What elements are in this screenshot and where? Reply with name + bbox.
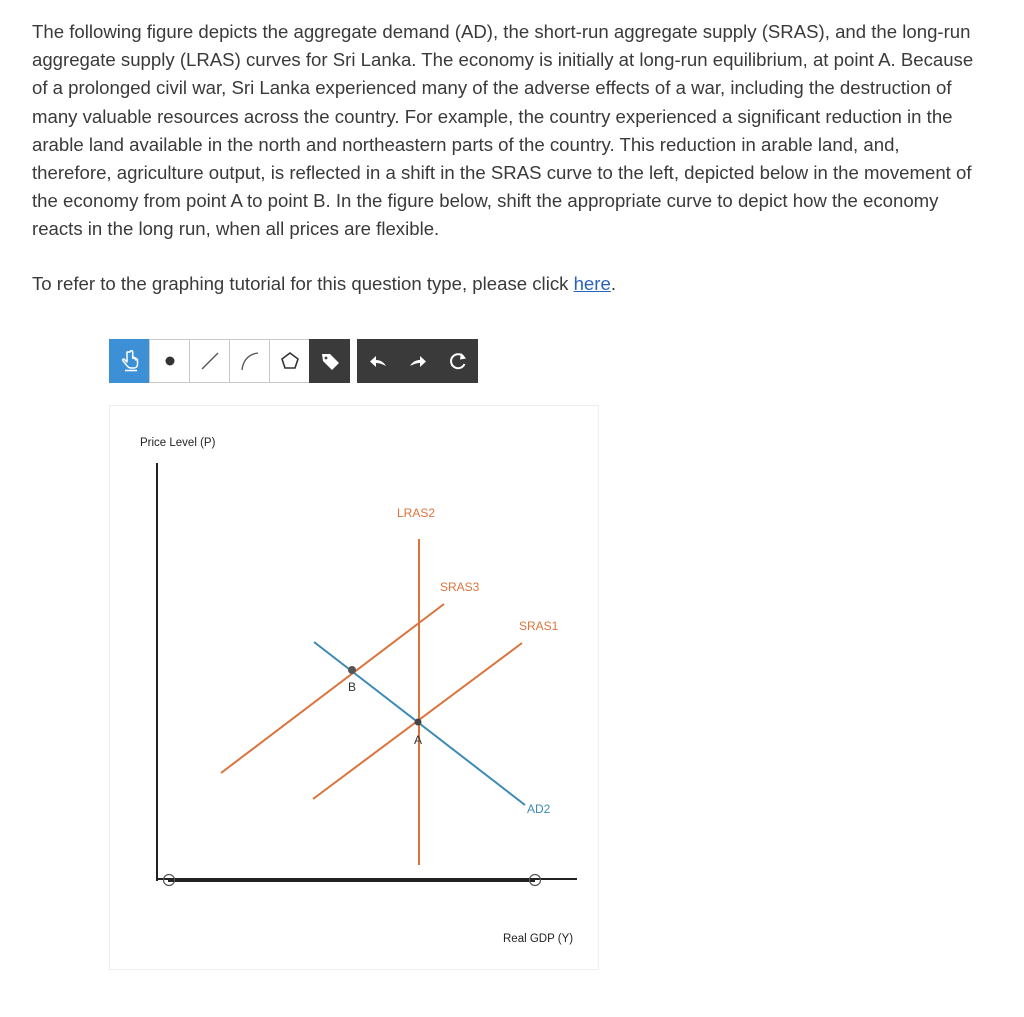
sras3-label: SRAS3 (440, 580, 480, 594)
reset-button[interactable] (437, 339, 478, 383)
x-axis-label: Real GDP (Y) (503, 933, 574, 945)
graph-area[interactable] (109, 405, 599, 970)
refresh-icon (447, 350, 469, 372)
sras1-label: SRAS1 (519, 619, 559, 633)
tag-icon (319, 350, 341, 372)
point-b-label: B (348, 680, 357, 694)
undo-arrow-icon (367, 350, 389, 372)
point-b-marker[interactable] (348, 666, 356, 674)
curve-icon (239, 350, 261, 372)
tutorial-line (32, 270, 616, 298)
line-icon (199, 350, 221, 372)
undo-button[interactable] (357, 339, 398, 383)
label-tool-button[interactable] (309, 339, 350, 383)
redo-button[interactable] (397, 339, 438, 383)
graph-svg[interactable] (110, 406, 600, 971)
tutorial-link[interactable]: here (573, 273, 611, 294)
point-tool-button[interactable] (149, 339, 190, 383)
tutorial-prefix: To refer to the graphing tutorial for this question type, please click (32, 273, 574, 294)
tutorial-suffix: . (610, 273, 616, 294)
ad2-label: AD2 (527, 802, 551, 816)
dot-icon (160, 351, 180, 371)
pentagon-icon (279, 350, 301, 372)
line-tool-button[interactable] (189, 339, 230, 383)
polygon-tool-button[interactable] (269, 339, 310, 383)
question-text (32, 18, 982, 244)
sras3-curve[interactable] (221, 604, 444, 773)
y-axis-label: Price Level (P) (140, 437, 216, 449)
point-a-marker[interactable] (415, 719, 422, 726)
lras2-label: LRAS2 (397, 506, 436, 520)
pointer-tool-button[interactable] (109, 339, 150, 383)
redo-arrow-icon (407, 350, 429, 372)
point-a-label: A (414, 733, 423, 747)
graph-toolbar (109, 339, 477, 383)
question-paragraph: The following figure depicts the aggregate demand (AD), the short-run aggregate supply (SRAS), and the long-run aggregate supply (LRAS) curves for Sri Lanka. The economy is initially at long-run equilibrium, at point A. Because of a prolonged civil war, Sri Lanka experienced many of the adverse effects of a war, including the destruction of many valuable resources across the country. For example, the country experienced a significant reduction in the arable land available in the north and northeastern parts of the country. This reduction in arable land, and, therefore, agriculture output, is reflected in a shift in the SRAS curve to the left, depicted below in the movement of the economy from point A to point B. In the figure below, shift the appropriate curve to depict how the economy reacts in the long run, when all prices are flexible. (32, 21, 974, 240)
curve-tool-button[interactable] (229, 339, 270, 383)
hand-pointer-icon (119, 349, 141, 373)
